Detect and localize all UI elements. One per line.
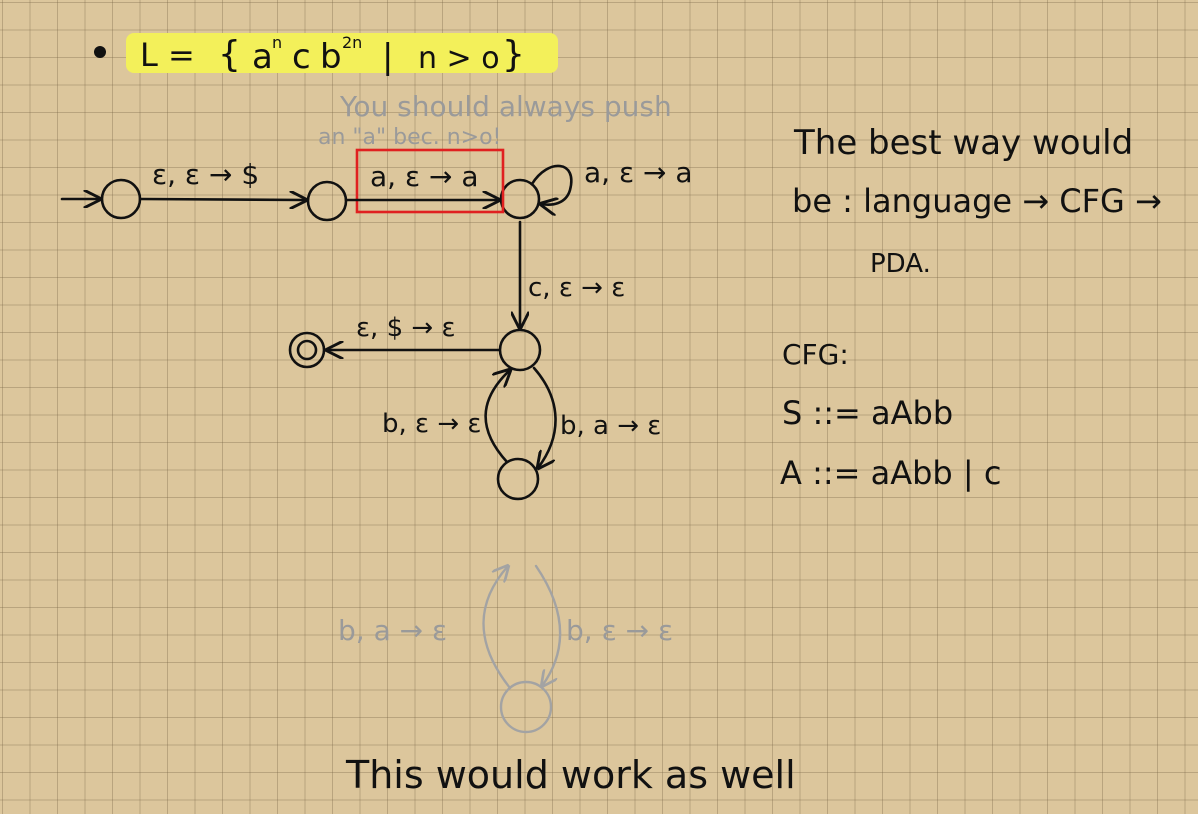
caption-alternative: This would work as well (346, 753, 796, 797)
notes-line-2: be : language → CFG → (792, 182, 1162, 220)
edge-alt-down (536, 566, 560, 686)
alternative-diagram (338, 566, 673, 732)
label-alt-right: b, ε → ε (566, 614, 674, 647)
state-q1 (308, 182, 346, 220)
cfg-block (780, 338, 1001, 492)
notes-line-1: The best way would (794, 123, 1134, 163)
state-accept-outer (290, 333, 324, 367)
cfg-rule-2: A ::= aAbb | c (780, 454, 1002, 492)
language-c: c (292, 37, 311, 77)
edge-alt-up (483, 566, 510, 688)
cfg-rule-1: S ::= aAbb (782, 394, 954, 432)
language-exponent-2n: 2n (342, 33, 363, 52)
note-line-1: You should always push (340, 90, 672, 123)
language-open-brace: { (218, 34, 241, 75)
language-close-brace: } (502, 34, 525, 75)
edge-q4-q3 (486, 370, 510, 462)
label-accept: ε, $ → ε (356, 313, 456, 343)
label-read-c: c, ε → ε (528, 273, 626, 303)
language-a: a (252, 37, 273, 77)
label-b-down: b, a → ε (560, 411, 662, 441)
cfg-heading: CFG: (782, 338, 849, 371)
bullet-icon (94, 46, 106, 58)
language-bar: | (382, 37, 394, 77)
state-alt (501, 682, 551, 732)
label-start-push: ε, ε → $ (152, 158, 260, 191)
label-alt-left: b, a → ε (338, 614, 448, 647)
state-accept-inner (298, 341, 316, 359)
push-note (318, 90, 672, 150)
language-definition (94, 33, 558, 77)
state-q0 (102, 180, 140, 218)
label-loop-a: a, ε → a (584, 156, 693, 189)
language-exponent-n: n (272, 33, 283, 52)
state-q2 (501, 180, 539, 218)
note-line-2: an "a" bec. n>o! (318, 125, 502, 150)
notes-line-3: PDA. (870, 249, 931, 279)
state-q3 (500, 330, 540, 370)
label-first-a: a, ε → a (370, 160, 479, 193)
edge-q3-q4 (534, 368, 556, 468)
language-b: b (320, 37, 342, 77)
language-condition: n > o (418, 41, 500, 76)
label-b-up: b, ε → ε (382, 409, 482, 439)
language-prefix: L = (140, 36, 195, 74)
right-notes (792, 123, 1162, 279)
state-q4 (498, 459, 538, 499)
pda-diagram (62, 150, 693, 499)
edge-q0-q1 (140, 199, 306, 200)
